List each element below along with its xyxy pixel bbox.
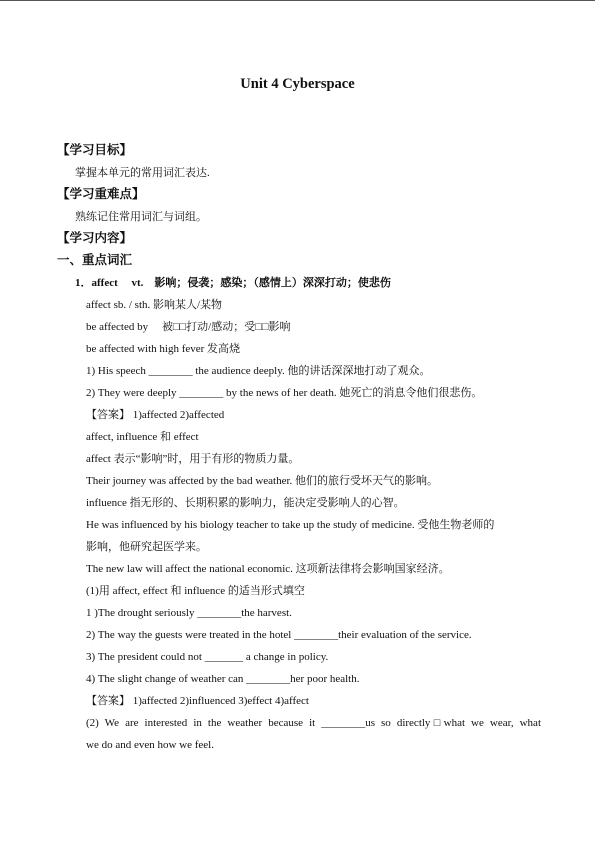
page-title: Unit 4 Cyberspace	[240, 76, 355, 92]
objectives-heading: 【学习目标】	[57, 143, 133, 157]
entry-line: be affected by 被□□打动/感动；受□□影响	[86, 321, 291, 333]
key-points-heading: 【学习重难点】	[57, 187, 145, 201]
entry-line: affect sb. / sth. 影响某人/某物	[86, 299, 223, 311]
exercise-item: 2) The way the guests were treated in the hotel ________their evaluation of the service.	[86, 629, 472, 641]
entry-headword: 1．affect vt. 影响；侵袭；感染；（感情上）深深打动；使悲伤	[75, 277, 391, 289]
exercise-item: 1 )The drought seriously ________the harvest.	[86, 607, 292, 619]
entry-line: Their journey was affected by the bad weather. 他们的旅行受坏天气的影响。	[86, 475, 439, 487]
exercise-item: 1) His speech ________ the audience deeply. 他的讲话深深地打动了观众。	[86, 365, 431, 377]
answer-line: 【答案】 1)affected 2)influenced 3)effect 4)affect	[86, 695, 309, 707]
entry-line: be affected with high fever 发高烧	[86, 343, 241, 355]
entry-line: He was influenced by his biology teacher to take up the study of medicine. 受他生物老师的	[86, 519, 495, 531]
entry-line: 影响，他研究起医学来。	[86, 541, 207, 553]
exercise-item-continued: we do and even how we feel.	[86, 739, 214, 751]
objectives-text: 掌握本单元的常用词汇表达.	[75, 167, 210, 179]
entry-line: affect 表示“影响”时，用于有形的物质力量。	[86, 453, 300, 465]
exercise-item: (2) We are interested in the weather because it ________us so directly□what we wear, what	[86, 717, 541, 729]
answer-line: 【答案】 1)affected 2)affected	[86, 409, 225, 421]
exercise-item: 3) The president could not _______ a change in policy.	[86, 651, 329, 663]
entry-line: influence 指无形的、长期积累的影响力，能决定受影响人的心智。	[86, 497, 405, 509]
exercise-item: 4) The slight change of weather can ________her poor health.	[86, 673, 360, 685]
exercise-instruction: (1)用 affect, effect 和 influence 的适当形式填空	[86, 585, 305, 597]
section-title: 一、重点词汇	[57, 253, 133, 267]
entry-line: affect, influence 和 effect	[86, 431, 199, 443]
exercise-item: 2) They were deeply ________ by the news of her death. 她死亡的消息令他们很悲伤。	[86, 387, 483, 399]
key-points-text: 熟练记住常用词汇与词组。	[75, 211, 207, 223]
content-heading: 【学习内容】	[57, 231, 133, 245]
entry-line: The new law will affect the national economic. 这项新法律将会影响国家经济。	[86, 563, 450, 575]
